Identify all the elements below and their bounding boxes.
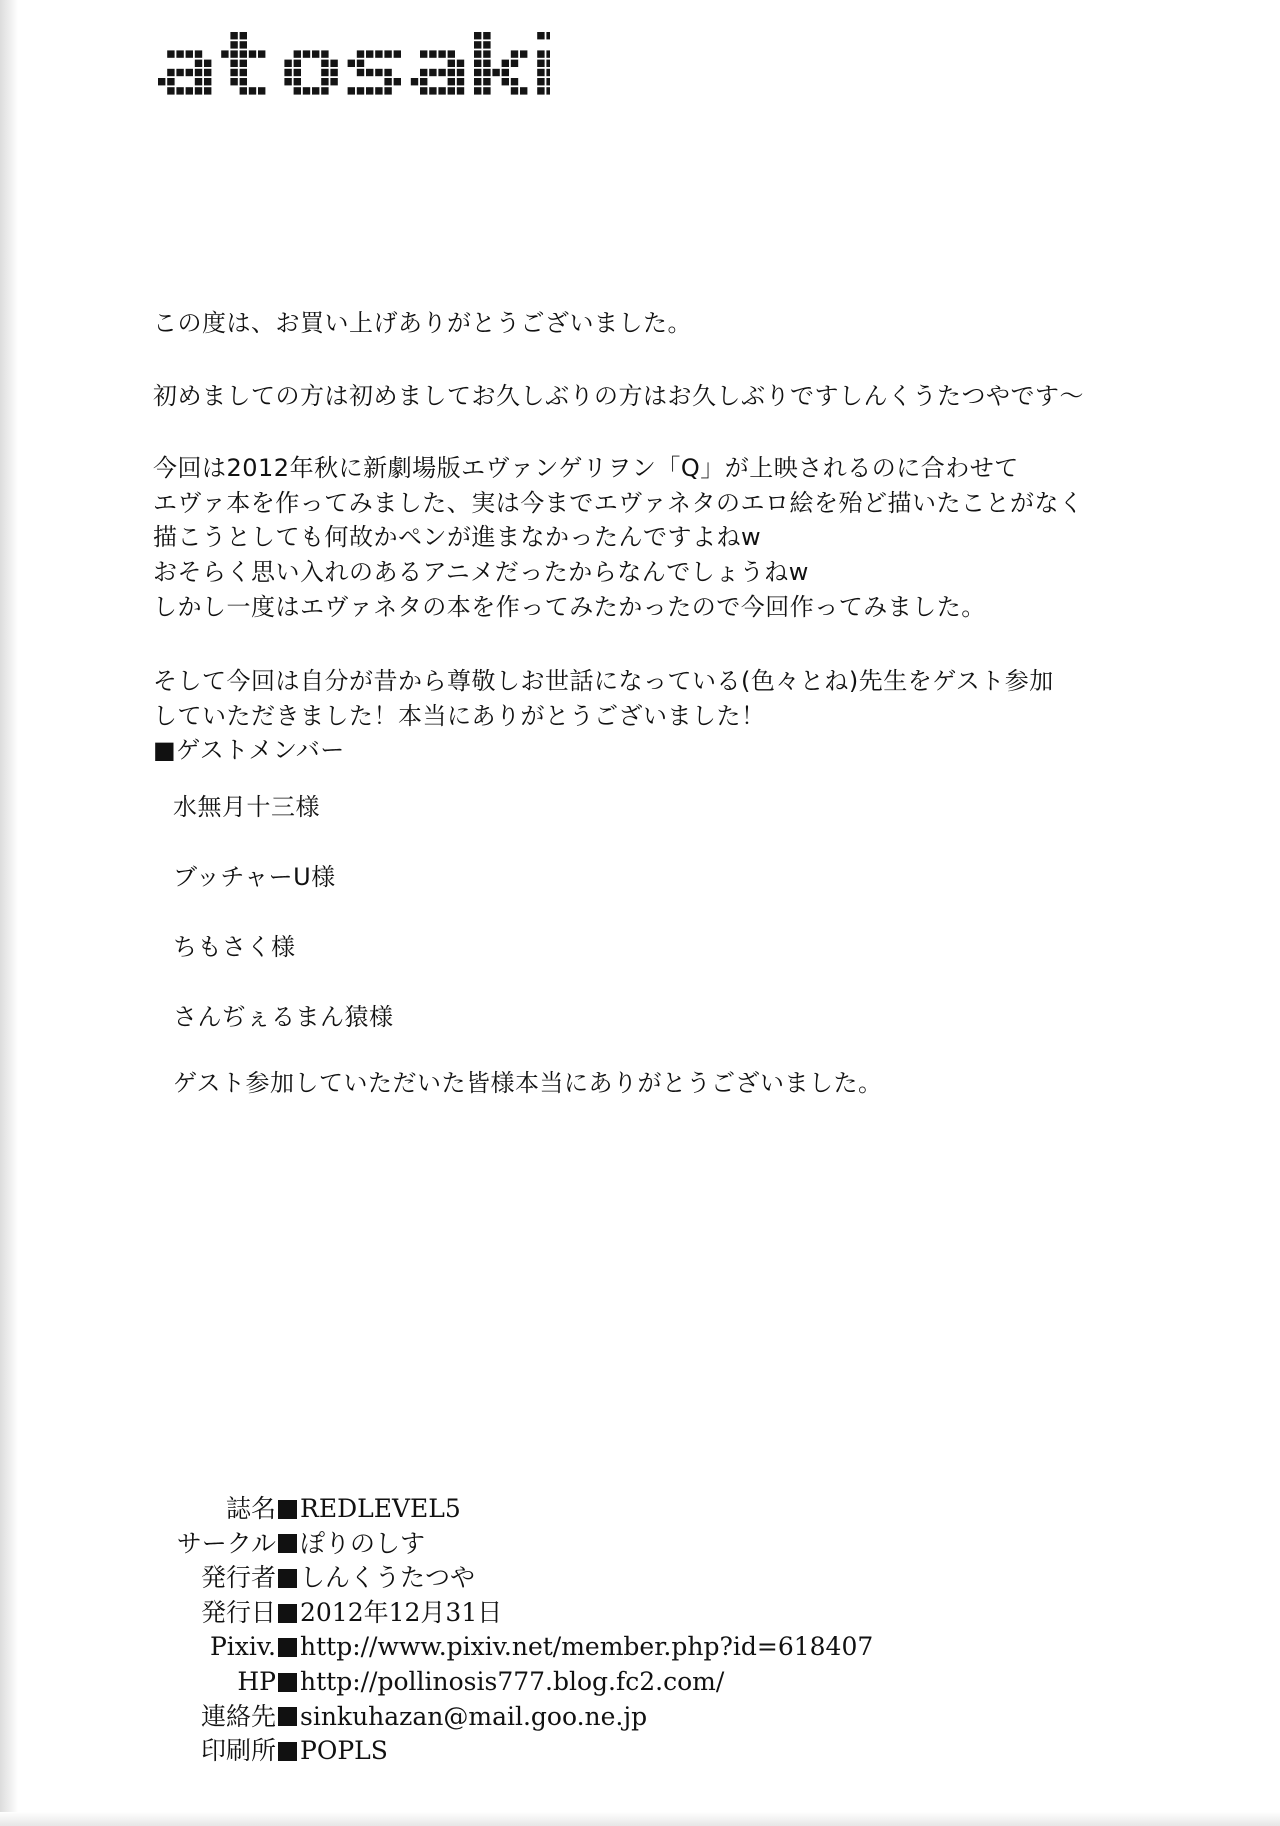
colophon-label: 連絡先 <box>200 1701 276 1731</box>
logo-dot <box>158 78 165 85</box>
logo-dot <box>330 69 337 76</box>
colophon-value: REDLEVEL5 <box>300 1494 461 1523</box>
logo-dot <box>240 41 247 48</box>
logo-dot <box>195 60 202 67</box>
story-line-4: おそらく思い入れのあるアニメだったからなんでしょうねw <box>153 557 809 586</box>
logo-dot <box>176 69 183 76</box>
colophon <box>150 1492 873 1769</box>
logo-dot <box>294 60 301 67</box>
logo-dot <box>546 78 550 85</box>
logo-dot <box>357 60 364 67</box>
colophon-label: 発行日 <box>200 1597 276 1627</box>
logo-dot <box>394 50 401 57</box>
colophon-row-printer <box>150 1734 873 1769</box>
square-bullet-icon <box>278 1673 297 1692</box>
square-bullet-icon <box>278 1742 297 1761</box>
logo-dot <box>420 87 427 94</box>
logo-dot <box>537 50 544 57</box>
guest-intro-line-2: していただきました！本当にありがとうございました！ <box>153 701 766 730</box>
logo-dot <box>294 78 301 85</box>
square-bullet-icon <box>278 1500 297 1519</box>
logo-dot <box>474 78 481 85</box>
square-bullet-icon <box>278 1604 297 1623</box>
guest-member: 水無月十三様 <box>173 792 320 821</box>
logo-dot <box>384 87 391 94</box>
logo-dot <box>204 78 211 85</box>
contact-email: sinkuhazan@mail.goo.ne.jp <box>300 1701 648 1731</box>
logo-dot <box>321 78 328 85</box>
logo-dot <box>195 78 202 85</box>
guest-member: さんぢぇるまん猿様 <box>173 1002 394 1031</box>
colophon-label: 印刷所 <box>200 1736 276 1766</box>
square-bullet-icon <box>278 1534 297 1553</box>
logo-dot <box>240 78 247 85</box>
logo-dot <box>357 50 364 57</box>
logo-dot <box>448 87 455 94</box>
logo-dot <box>176 50 183 57</box>
logo-dot <box>230 69 237 76</box>
logo-dot <box>411 78 418 85</box>
logo-dot <box>330 60 337 67</box>
guest-member-list <box>153 790 1183 1070</box>
logo-dot <box>294 87 301 94</box>
logo-dot <box>420 78 427 85</box>
logo-dot <box>511 50 518 57</box>
logo-dot <box>195 50 202 57</box>
logo-dot <box>537 60 544 67</box>
logo-dot <box>258 87 265 94</box>
logo-dot <box>230 32 237 39</box>
logo-dot <box>303 50 310 57</box>
greeting-line: この度は、お買い上げありがとうございました。 <box>153 309 692 337</box>
logo-dot <box>167 69 174 76</box>
logo-dot <box>375 69 382 76</box>
logo-dot <box>321 69 328 76</box>
logo-dot <box>321 50 328 57</box>
logo-dot <box>448 69 455 76</box>
logo-dot <box>284 60 291 67</box>
logo-dot <box>186 87 193 94</box>
colophon-row-pixiv <box>150 1630 873 1665</box>
logo-dot <box>230 50 237 57</box>
story-line-1: 今回は2012年秋に新劇場版エヴァンゲリヲン「Q」が上映されるのに合わせて <box>153 454 1019 483</box>
logo-dot <box>204 69 211 76</box>
story-line-5: しかし一度はエヴァネタの本を作ってみたかったので今回作ってみました。 <box>153 592 986 621</box>
logo-dot <box>448 50 455 57</box>
logo-dot <box>511 87 518 94</box>
logo-dot <box>483 87 490 94</box>
logo-dot <box>546 60 550 67</box>
logo-dot <box>366 69 373 76</box>
logo-dot <box>366 50 373 57</box>
logo-dot <box>230 41 237 48</box>
logo-dot <box>483 50 490 57</box>
colophon-row-circle <box>150 1527 873 1562</box>
logo-dot <box>520 87 527 94</box>
logo-dot <box>520 50 527 57</box>
colophon-value: 2012年12月31日 <box>300 1597 503 1627</box>
story-line-2: エヴァ本を作ってみました、実は今までエヴァネタのエロ絵を殆ど描いたことがなく <box>153 488 1084 517</box>
colophon-row-date <box>150 1596 873 1631</box>
logo-dot <box>204 60 211 67</box>
logo-dot <box>537 87 544 94</box>
logo-dot <box>167 78 174 85</box>
logo-dot <box>384 50 391 57</box>
colophon-value: POPLS <box>300 1736 388 1766</box>
guest-member: ブッチャーU様 <box>173 862 336 891</box>
logo-dot <box>375 50 382 57</box>
logo-dot <box>474 50 481 57</box>
logo-dot <box>176 87 183 94</box>
logo-dot <box>230 60 237 67</box>
scan-shadow-left <box>0 0 18 1826</box>
logo-dot <box>321 60 328 67</box>
logo-dot <box>303 87 310 94</box>
logo-dot <box>240 69 247 76</box>
colophon-row-contact <box>150 1700 873 1735</box>
colophon-label: Pixiv. <box>209 1632 276 1662</box>
guest-intro-line-1: そして今回は自分が昔から尊敬しお世話になっている(色々とね)先生をゲスト参加 <box>153 667 1054 696</box>
logo-dot <box>221 50 228 57</box>
atosaki-logo <box>158 32 550 98</box>
logo-dot <box>546 32 550 39</box>
guest-members-heading: ■ゲストメンバー <box>153 736 345 765</box>
logo-dot <box>457 69 464 76</box>
afterword-body <box>153 306 1183 1101</box>
logo-dot <box>420 69 427 76</box>
logo-dot <box>394 78 401 85</box>
square-bullet-icon <box>278 1638 297 1657</box>
logo-dot <box>483 41 490 48</box>
logo-dot <box>420 50 427 57</box>
logo-dot <box>546 50 550 57</box>
logo-dot <box>537 69 544 76</box>
square-bullet-icon <box>278 1569 297 1588</box>
logo-dot <box>457 78 464 85</box>
logo-dot <box>357 87 364 94</box>
logo-dot <box>384 78 391 85</box>
logo-dot <box>429 87 436 94</box>
colophon-row-publisher <box>150 1561 873 1596</box>
logo-dot <box>438 50 445 57</box>
colophon-label: 発行者 <box>200 1563 276 1593</box>
dot-matrix-logo-art <box>158 32 550 98</box>
logo-dot <box>312 50 319 57</box>
logo-dot <box>502 69 509 76</box>
colophon-label: HP <box>237 1666 276 1696</box>
logo-dot <box>240 87 247 94</box>
logo-dot <box>240 32 247 39</box>
logo-dot <box>502 78 509 85</box>
logo-dot <box>330 78 337 85</box>
logo-dot <box>438 69 445 76</box>
logo-dot <box>429 50 436 57</box>
logo-dot <box>348 87 355 94</box>
logo-dot <box>429 69 436 76</box>
logo-dot <box>258 50 265 57</box>
pixiv-url: http://www.pixiv.net/member.php?id=618407 <box>300 1632 874 1662</box>
logo-dot <box>167 50 174 57</box>
logo-dot <box>321 87 328 94</box>
logo-dot <box>492 69 499 76</box>
logo-dot <box>195 87 202 94</box>
logo-dot <box>167 87 174 94</box>
logo-dot <box>457 60 464 67</box>
logo-dot <box>249 50 256 57</box>
logo-dot <box>474 87 481 94</box>
logo-dot <box>294 50 301 57</box>
logo-dot <box>204 87 211 94</box>
colophon-value: ぽりのしす <box>300 1528 426 1558</box>
homepage-url: http://pollinosis777.blog.fc2.com/ <box>300 1666 725 1696</box>
logo-dot <box>375 87 382 94</box>
logo-dot <box>474 69 481 76</box>
logo-dot <box>240 50 247 57</box>
logo-dot <box>312 87 319 94</box>
closing-thanks: ゲスト参加していただいた皆様本当にありがとうございました。 <box>173 1068 883 1097</box>
colophon-label: 誌名 <box>225 1494 276 1523</box>
logo-dot <box>240 60 247 67</box>
logo-dot <box>502 60 509 67</box>
story-line-3: 描こうとしても何故かペンが進まなかったんですよねw <box>153 523 762 552</box>
logo-dot <box>483 60 490 67</box>
logo-dot <box>474 60 481 67</box>
guest-member: ちもさく様 <box>173 932 296 961</box>
logo-dot <box>230 78 237 85</box>
logo-dot <box>483 32 490 39</box>
logo-dot <box>366 87 373 94</box>
logo-dot <box>546 87 550 94</box>
logo-dot <box>483 69 490 76</box>
logo-dot <box>284 69 291 76</box>
logo-dot <box>483 78 490 85</box>
scan-shadow-bottom <box>0 1812 1280 1826</box>
intro-line: 初めましての方は初めましてお久しぶりの方はお久しぶりですしんくうたつやです～ <box>153 381 1084 410</box>
logo-dot <box>384 69 391 76</box>
logo-dot <box>457 87 464 94</box>
logo-dot <box>438 87 445 94</box>
logo-dot <box>511 60 518 67</box>
logo-dot <box>546 69 550 76</box>
logo-dot <box>186 50 193 57</box>
logo-dot <box>348 60 355 67</box>
logo-dot <box>511 78 518 85</box>
logo-dot <box>357 69 364 76</box>
logo-dot <box>294 69 301 76</box>
logo-dot <box>195 69 202 76</box>
logo-dot <box>448 78 455 85</box>
colophon-value: しんくうたつや <box>300 1563 476 1593</box>
logo-dot <box>284 78 291 85</box>
logo-dot <box>537 32 544 39</box>
logo-dot <box>537 78 544 85</box>
logo-dot <box>186 69 193 76</box>
colophon-label: サークル <box>176 1528 276 1558</box>
logo-dot <box>474 32 481 39</box>
logo-dot <box>249 87 256 94</box>
colophon-row-homepage <box>150 1665 873 1700</box>
colophon-row-title <box>150 1492 873 1527</box>
square-bullet-icon <box>278 1707 297 1726</box>
logo-dot <box>448 60 455 67</box>
logo-dot <box>474 41 481 48</box>
